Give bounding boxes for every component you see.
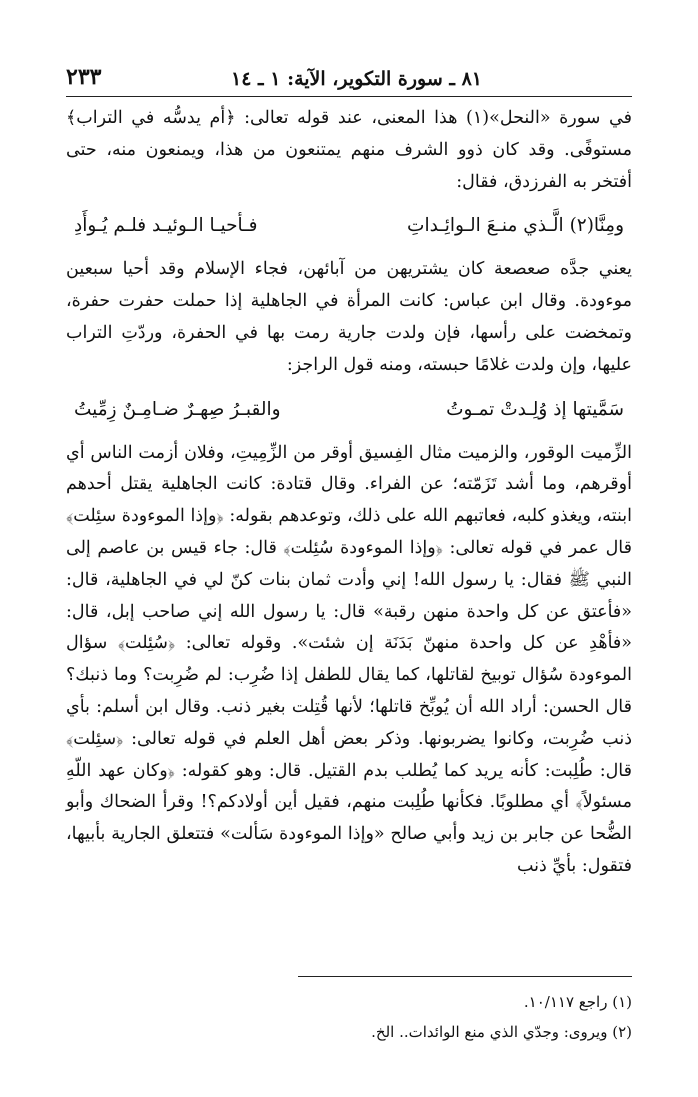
verse-first-hemistich: سَمَّيتها إذ وُلِـدتْ تمـوتُ — [446, 398, 624, 420]
verse-second-hemistich: فـأحيـا الـوئيـد فلـم يُـوأَدِ — [74, 215, 258, 237]
poetry-verse — [66, 198, 632, 254]
footnote-divider — [298, 976, 632, 977]
verse-second-hemistich: والقبـرُ صِهـرٌ ضـامِـنٌ زِمِّيتُ — [74, 398, 281, 420]
footnote: (٢) ويروى: وجدّي الذي منع الوائدات.. الخ. — [371, 1023, 632, 1041]
header-title: ٨١ ـ سورة التكوير، الآية: ١ ـ ١٤ — [231, 68, 482, 90]
running-header — [66, 64, 632, 94]
paragraph: الزِّميت الوقور، والزميت مثال الفِسيق أوقر من الزِّمِيتِ، وفلان أزمت الناس أي أوقرهم، وما أشد تَزَمّته؛ عن الفراء. وقال قتادة: كانت الجاهلية يقتل أحدهم ابنته، ويغذو كلبه، فعاتبهم الله على ذلك، وتوعدهم بقوله: ﴿وإذا الموءودة سئِلت﴾ قال عمر في قوله تعالى: ﴿وإذا الموءودة سُئِلت﴾ قال: جاء قيس بن عاصم إلى النبي ﷺ فقال: يا رسول الله! إني وأدت ثمان بنات كنّ لي في الجاهلية، قال: «فأعتق عن كل واحدة منهن رقبة» قال: يا رسول الله إني صاحب إبل، قال: «فأهْدِ عن كل واحدة منهنّ بَدَنَة إن شئت». وقوله تعالى: ﴿سُئِلت﴾ سؤال الموءودة سُؤال توبيخ لقاتلها، كما يقال للطفل إذا ضُرِب: لم ضُرِبت؟ وما ذنبك؟ قال الحسن: أراد الله أن يُوبِّخ قاتلها؛ لأنها قُتِلت بغير ذنب. وقال ابن أسلم: بأي ذنب ضُرِبت، وكانوا يضربونها. وذكر بعض أهل العلم في قوله تعالى: ﴿سئِلت﴾ قال: طُلِبت: كأنه يريد كما يُطلب بدم القتيل. قال: وهو كقوله: ﴿وكان عهد اللّهِ مسئولاً﴾ أي مطلوبًا. فكأنها طُلِبت منهم، فقيل أين أولادكم؟! وقرأ الضحاك وأبو الضُّحا عن جابر بن زيد وأبي صالح «وإذا الموءودة سَألت» فتتعلق الجارية بأبيها، فتقول: بأيِّ ذنب — [66, 442, 632, 876]
footnotes — [66, 987, 632, 1047]
page-number: ٢٣٣ — [66, 64, 102, 90]
header-divider — [66, 96, 632, 97]
main-text — [66, 103, 632, 883]
paragraph: يعني جدَّه صعصعة كان يشتريهن من آبائهن، فجاء الإسلام وقد أحيا سبعين موءودة. وقال ابن عباس: كانت المرأة في الجاهلية إذا حملت حفرت حفرة، وتمخضت على رأسها، فإن ولدت جارية رمت بها في الحفرة، وردّتِ التراب عليها، وإن ولدت غلامًا حبسته، ومنه قول الراجز: — [66, 259, 632, 375]
paragraph: في سورة «النحل»(١) هذا المعنى، عند قوله تعالى: ﴿أم يدسُّه في التراب﴾ مستوفًى. وقد كان ذوو الشرف منهم يمتنعون من هذا، ويمنعون منه، حتى أفتخر به الفرزدق، فقال: — [66, 108, 632, 192]
verse-first-hemistich: ومِنَّا(٢) الَّـذي منـعَ الـوائِـداتِ — [407, 215, 624, 237]
footnote: (١) راجع ١٠/١١٧. — [523, 993, 632, 1011]
poetry-verse — [66, 382, 632, 438]
